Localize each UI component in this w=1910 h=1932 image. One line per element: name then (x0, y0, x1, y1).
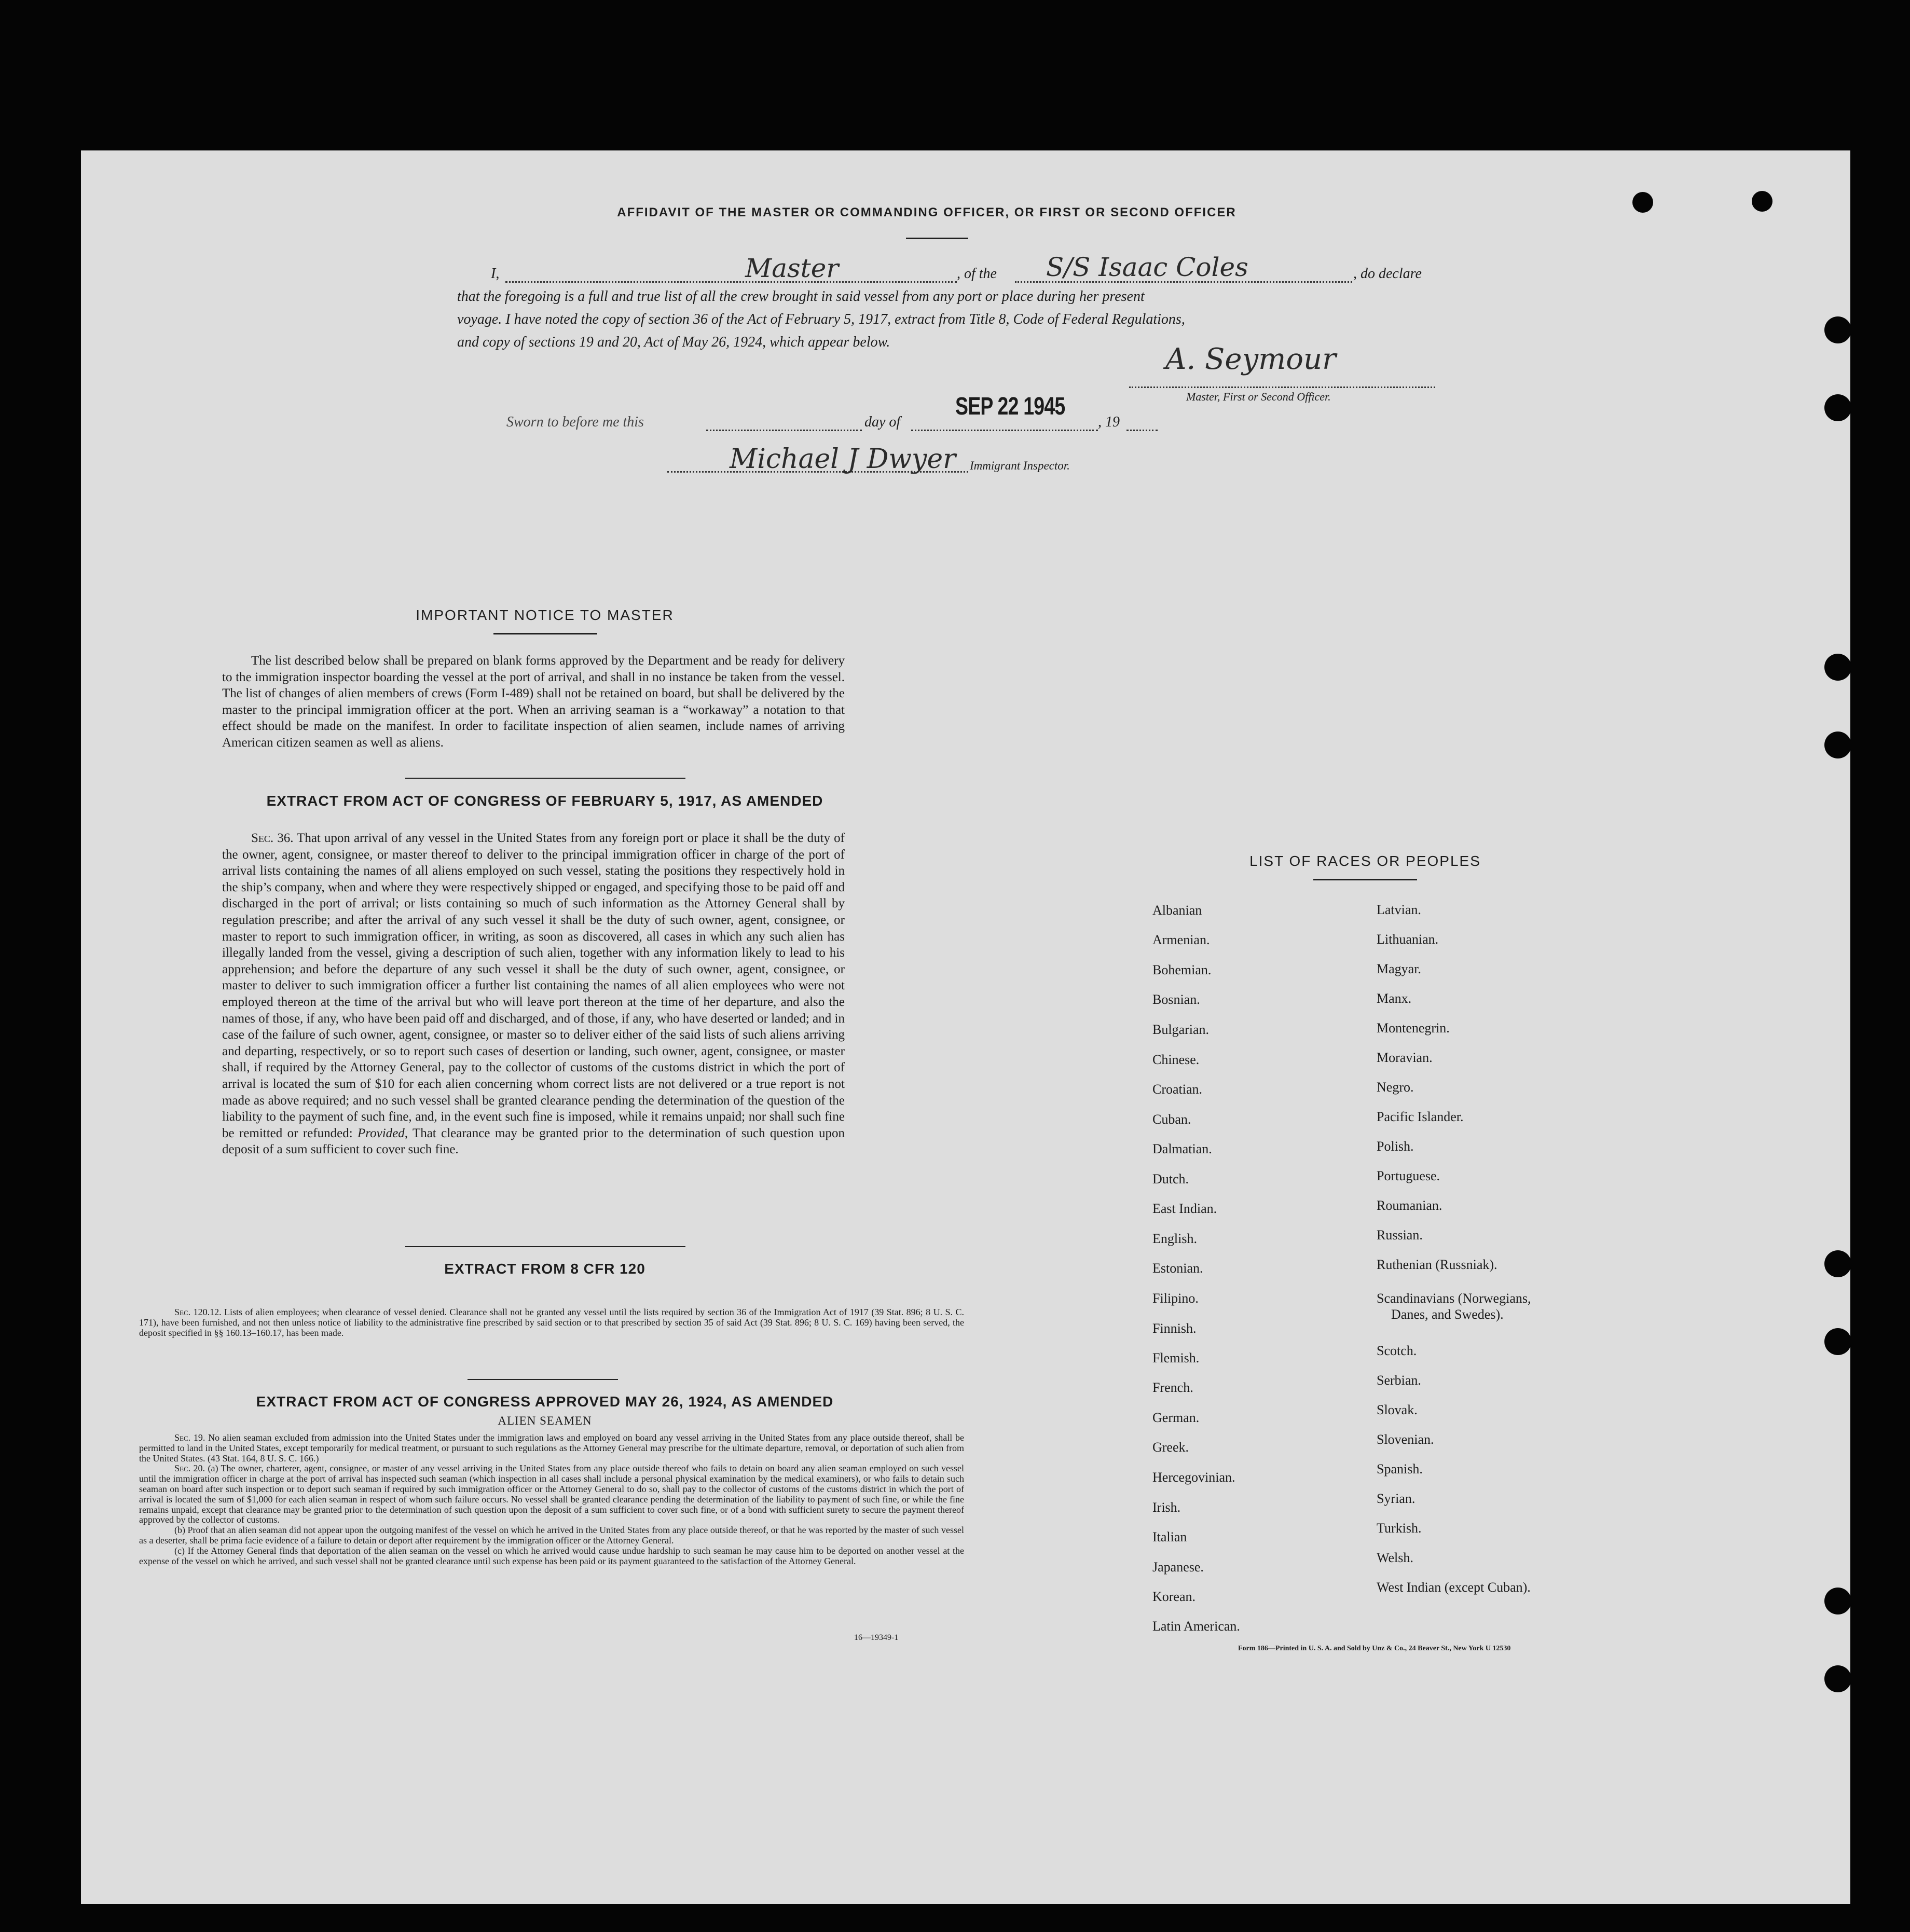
race-item: Greek. (1152, 1440, 1189, 1455)
race-item: Serbian. (1377, 1373, 1421, 1388)
race-item: Bohemian. (1152, 962, 1212, 977)
race-item: Irish. (1152, 1500, 1181, 1515)
race-item: Latvian. (1377, 902, 1421, 917)
cfr-body: Lists of alien employees; when clearance of vessel denied. Clearance shall not be granted any vessel until the lists required by section 36 of the Immigration Act of 1917 (39 Stat. 896; 8 U. S. C. 171), have been furnished, and not then unless notice of liability to the administrative fine prescribed by said section or to that prescribed by section 35 of said Act (39 Stat. 896; 8 U. S. C. 169) having been served, the deposit specified in §§ 160.13–160.17, has been made. (139, 1307, 964, 1338)
sworn-day-blank (706, 430, 862, 431)
inspector-label: Immigrant Inspector. (970, 459, 1070, 472)
race-item: Bulgarian. (1152, 1022, 1210, 1037)
section-19-body: No alien seaman excluded from admission into the United States under the immigration laws and employed on board any vessel arriving in the United States from any place outside thereof, shall be permitted to land in the United States, except temporarily for medical treatment, or pursuant to such regulations as the Attorney General may prescribe for the ultimate departure, removal, or deportation of such alien from the United States. (43 Stat. 164, 8 U. S. C. 166.) (139, 1432, 964, 1464)
extract-cfr-title: EXTRACT FROM 8 CFR 120 (444, 1261, 645, 1277)
master-name-handwritten: Master (745, 253, 839, 283)
race-item: Polish. (1377, 1139, 1414, 1154)
extract-1917-title: EXTRACT FROM ACT OF CONGRESS OF FEBRUARY 5, 1917, AS AMENDED (266, 793, 823, 809)
vessel-name-handwritten: S/S Isaac Coles (1046, 252, 1248, 282)
race-item: Estonian. (1152, 1261, 1203, 1276)
race-item: Syrian. (1377, 1491, 1416, 1506)
officer-signature: A. Seymour (1165, 342, 1336, 376)
section-19-label: Sec. 19. (174, 1432, 205, 1443)
affidavit-line-2: that the foregoing is a full and true list of all the crew brought in said vessel from any port or place during her present (457, 288, 1145, 305)
race-item: German. (1152, 1410, 1200, 1425)
race-item: Spanish. (1377, 1461, 1423, 1476)
provided-label: Provided, (358, 1126, 408, 1140)
divider (906, 238, 968, 239)
officer-label: Master, First or Second Officer. (1186, 390, 1331, 403)
section-20a-body: (a) The owner, charterer, agent, consignee, or master of any vessel arriving in the United States from any place outside thereof who fails to detain on board any alien seaman employed on such vessel until the immigration officer in charge at the port of arrival has inspected such seaman (which inspection in all cases shall include a personal physical examination by the medical examiners), or who fails to detain such seaman on board after such inspection or to deport such seaman if required by such immigration officer or the Attorney General to do so, shall pay to the collector of customs of the customs district in which the port of arrival is located the sum of $1,000 for each alien seaman in respect of whom such failure occurs. No vessel shall be granted clearance pending the determination of the liability to payment of such fine, or while the fine remains unpaid, except that clearance may be granted prior to the determination of such question upon the deposit of a sum sufficient to cover such fine, or of a bond with sufficient surety to secure the payment thereof approved by the collector of customs. (139, 1463, 965, 1525)
race-item: Roumanian. (1377, 1198, 1442, 1213)
punch-hole (1824, 1665, 1851, 1692)
punch-hole (1632, 192, 1653, 213)
races-title: LIST OF RACES OR PEOPLES (1249, 853, 1481, 869)
of-the-label: , of the (957, 266, 997, 282)
race-item: Danes, and Swedes). (1391, 1307, 1504, 1322)
race-item: Moravian. (1377, 1050, 1433, 1065)
race-item: Flemish. (1152, 1350, 1200, 1365)
year-blank (1126, 430, 1158, 431)
punch-hole (1752, 191, 1772, 212)
cfr-section-label: Sec. 120.12. (174, 1307, 222, 1317)
section-19-text (139, 1433, 964, 1464)
race-item: Italian (1152, 1529, 1187, 1544)
race-item: Russian. (1377, 1227, 1423, 1243)
section-20-label: Sec. 20. (174, 1463, 205, 1474)
race-item: Slovak. (1377, 1402, 1418, 1417)
year-label: , 19 (1098, 414, 1120, 430)
punch-hole (1824, 394, 1851, 421)
divider (405, 778, 685, 779)
sections-1924 (139, 1433, 964, 1566)
section-36-text (222, 830, 845, 1158)
race-item: East Indian. (1152, 1201, 1217, 1216)
divider (1313, 879, 1417, 880)
race-item: Croatian. (1152, 1082, 1203, 1097)
race-item: Hercegovinian. (1152, 1470, 1235, 1485)
race-item: Chinese. (1152, 1052, 1200, 1067)
race-item: Montenegrin. (1377, 1020, 1450, 1036)
inspector-signature: Michael J Dwyer (730, 444, 956, 475)
officer-signature-line (1129, 387, 1435, 388)
day-of-label: day of (864, 414, 901, 430)
race-item: Portuguese. (1377, 1168, 1440, 1183)
race-item: Cuban. (1152, 1112, 1191, 1127)
divider (468, 1379, 618, 1380)
race-item: Welsh. (1377, 1550, 1413, 1565)
race-item: Latin American. (1152, 1619, 1240, 1634)
race-item: Finnish. (1152, 1321, 1197, 1336)
race-item: Manx. (1377, 991, 1412, 1006)
print-code: 16—19349-1 (854, 1633, 899, 1642)
affidavit-line-3: voyage. I have noted the copy of section 36 of the Act of February 5, 1917, extract from Title 8, Code of Federal Regulations, (457, 311, 1185, 327)
affidavit-line-4: and copy of sections 19 and 20, Act of May 26, 1924, which appear below. (457, 334, 890, 350)
race-item: Scotch. (1377, 1343, 1417, 1358)
affidavit-title: AFFIDAVIT OF THE MASTER OR COMMANDING OFFICER, OR FIRST OR SECOND OFFICER (617, 205, 1236, 219)
race-item: Pacific Islander. (1377, 1109, 1464, 1124)
race-item: Dutch. (1152, 1171, 1189, 1186)
section-20b-text: (b) Proof that an alien seaman did not appear upon the outgoing manifest of the vessel on which he arrived in the United States from any place outside thereof, or that he was reported by the master of such vessel as a deserter, shall be prima facie evidence of a failure to detain or deport after requirement by the immigration officer or the Attorney General. (139, 1525, 964, 1545)
race-item: Ruthenian (Russniak). (1377, 1257, 1497, 1272)
race-item: Negro. (1377, 1080, 1414, 1095)
section-36-body: That upon arrival of any vessel in the United States from any foreign port or place it shall be the duty of the owner, agent, consignee, or master thereof to deliver to the principal immigration officer in charge of the port of arrival lists containing the names of all aliens employed on such vessel, stating the positions they respectively hold in the ship’s company, when and where they were respectively shipped or engaged, and specifying those to be paid off and discharged in the port of arrival; or lists containing so much of such information as the Attorney General shall by regulation prescribe; and after the arrival of any such vessel it shall be the duty of such owner, agent, consignee, or master to report to such immigration officer, in writing, as soon as discovered, all cases in which any such alien has illegally landed from the vessel, giving a description of such alien, together with any information likely to lead to his apprehension; and before the departure of any such vessel it shall be the duty of such owner, agent, consignee, or master to deliver to such immigration officer a further list containing the names of all alien employees who were not employed thereon at the time of the arrival but who will leave port thereon at the time of her departure, and also the names of those, if any, who have been paid off and discharged, and of those, if any, who have deserted or landed; and in case of the failure of such owner, agent, consignee, or master so to deliver either of the said lists of such aliens arriving and departing, respectively, or so to report such cases of desertion or landing, such owner, agent, consignee, or master shall, if required by the Attorney General, pay to the collector of customs of the customs district in which the port of arrival is located the sum of $10 for each alien concerning whom correct lists are not delivered or a true report is not made as above required; and no such vessel shall be granted clearance pending the determination of the question of the liability to the payment of such fine, and, in the event such fine is imposed, while it remains unpaid; nor shall such fine be remitted or refunded: (222, 831, 845, 1140)
declare-label: , do declare (1353, 266, 1422, 282)
punch-hole (1824, 1328, 1851, 1355)
race-item: Bosnian. (1152, 992, 1200, 1007)
divider (405, 1246, 685, 1247)
race-item: Japanese. (1152, 1560, 1204, 1575)
race-item: Filipino. (1152, 1291, 1199, 1306)
notice-text: The list described below shall be prepared on blank forms approved by the Department and be ready for delivery to the immigration inspector boarding the vessel at the port of arrival, and shall in no instance be taken from the vessel. The list of changes of alien members of crews (Form I-489) shall not be retained on board, but shall be delivered by the master to the principal immigration officer at the port. When an arriving seaman is a “workaway” a notation to that effect should be made on the manifest. In order to facilitate inspection of alien seamen, include names of arriving American citizen seamen as well as aliens. (222, 654, 845, 750)
document-page (81, 150, 1850, 1904)
section-20a-text (139, 1464, 964, 1525)
punch-hole (1824, 732, 1851, 758)
race-item: Scandinavians (Norwegians, (1377, 1291, 1531, 1306)
affidavit-i-label: I, (491, 266, 500, 282)
punch-hole (1824, 1588, 1851, 1614)
divider (493, 633, 597, 634)
race-item: Slovenian. (1377, 1432, 1434, 1447)
section-20c-text: (c) If the Attorney General finds that deportation of the alien seaman on the vessel on which he arrived would cause undue hardship to such seaman he may cause him to be deported on another vessel at the expense of the vessel on which he arrived, and such vessel shall not be granted clearance until such expense has been paid or its payment guaranteed to the satisfaction of the Attorney General. (139, 1545, 964, 1566)
punch-hole (1824, 654, 1851, 681)
section-36-tail: That clearance may be granted prior to the determination of such question upon deposit of a sum sufficient to cover such fine. (222, 1126, 845, 1157)
punch-hole (1824, 316, 1851, 343)
name-blank (505, 281, 957, 283)
race-item: West Indian (except Cuban). (1377, 1580, 1531, 1595)
race-item: Turkish. (1377, 1521, 1422, 1536)
notice-title: IMPORTANT NOTICE TO MASTER (416, 607, 674, 623)
cfr-text (139, 1307, 964, 1338)
race-item: French. (1152, 1380, 1193, 1395)
punch-hole (1824, 1250, 1851, 1277)
race-item: English. (1152, 1231, 1197, 1246)
alien-seamen-subtitle: ALIEN SEAMEN (498, 1414, 592, 1427)
form-footer-note: Form 186—Printed in U. S. A. and Sold by Unz & Co., 24 Beaver St., New York U 12530 (1238, 1645, 1511, 1652)
race-item: Korean. (1152, 1589, 1196, 1604)
race-item: Lithuanian. (1377, 932, 1439, 947)
extract-1924-title: EXTRACT FROM ACT OF CONGRESS APPROVED MAY 26, 1924, AS AMENDED (256, 1393, 834, 1410)
race-item: Dalmatian. (1152, 1141, 1212, 1156)
section-36-label: Sec. 36. (251, 831, 294, 845)
sworn-label: Sworn to before me this (506, 414, 644, 430)
sworn-month-blank (911, 430, 1098, 431)
date-stamp: SEP 22 1945 (955, 393, 1065, 420)
race-item: Magyar. (1377, 961, 1421, 976)
race-item: Albanian (1152, 903, 1202, 918)
race-item: Armenian. (1152, 932, 1210, 947)
